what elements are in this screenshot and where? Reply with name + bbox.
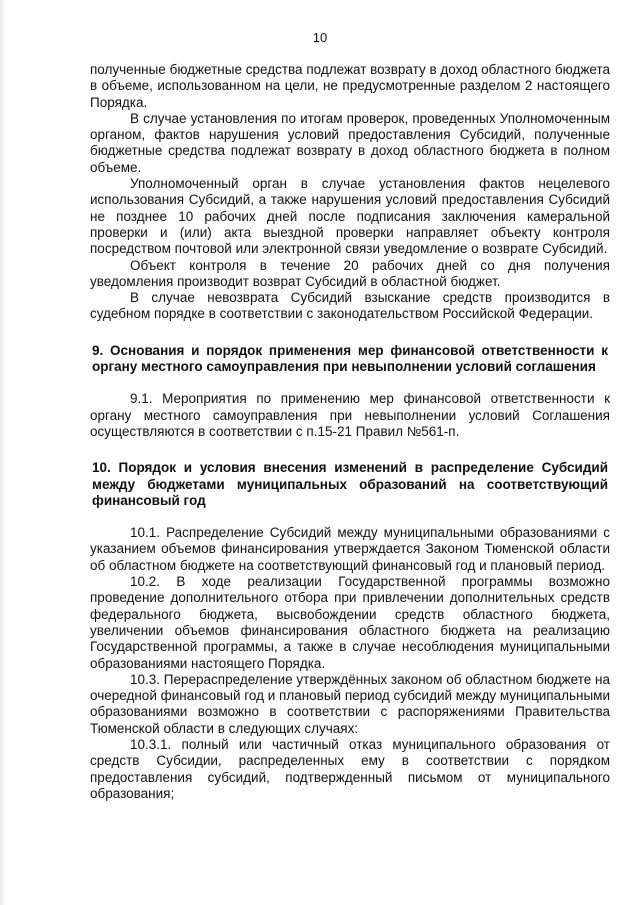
paragraph-10-3: 10.3. Перераспределение утверждённых законом об областном бюджете на очередной финансовый год и плановый период субсидий между муниципальными образованиями возможно в соответствии с распоряжениями Правительства Тюменской области в следующих случаях:: [90, 671, 610, 736]
paragraph-10-3-1: 10.3.1. полный или частичный отказ муниципального образования от средств Субсидии, распределенных ему в соответствии с порядком предоставления субсидий, подтвержденный письмом от муниципального образования;: [90, 736, 610, 801]
paragraph-9-1: 9.1. Мероприятия по применению мер финансовой ответственности к органу местного самоуправления при невыполнении условий Соглашения осуществляются в соответствии с п.15-21 Правил №561-п.: [90, 391, 610, 439]
paragraph-return-deadline: Объект контроля в течение 20 рабочих дней со дня получения уведомления производит возврат Субсидий в областной бюджет.: [90, 257, 610, 289]
paragraph-court-recovery: В случае невозврата Субсидий взыскание средств производится в судебном порядке в соответствии с законодательством Российской Федерации.: [90, 290, 610, 322]
paragraph-violation-return: В случае установления по итогам проверок, проведенных Уполномоченным органом, фактов нарушения условий предоставления Субсидий, полученные бюджетные средства подлежат возврату в доход областного бюджета в полном объеме.: [90, 110, 610, 175]
scan-edge-shadow: [0, 0, 6, 905]
section-9-heading: 9. Основания и порядок применения мер финансовой ответственности к органу местного самоуправления при невыполнении условий соглашения: [92, 342, 608, 375]
paragraph-returned-funds: полученные бюджетные средства подлежат возврату в доход областного бюджета в объеме, использованном на цели, не предусмотренные разделом 2 настоящего Порядка.: [90, 62, 610, 110]
paragraph-10-1: 10.1. Распределение Субсидий между муниципальными образованиями с указанием объемов финансирования утверждается Законом Тюменской области об областном бюджете на соответствующий финансовый год и плановый период.: [90, 525, 610, 573]
document-body: [90, 62, 610, 802]
section-10-heading: 10. Порядок и условия внесения изменений в распределение Субсидий между бюджетами муниципальных образований на соответствующий финансовый год: [92, 460, 608, 508]
paragraph-10-2: 10.2. В ходе реализации Государственной программы возможно проведение дополнительного отбора при привлечении дополнительных средств федерального бюджета, высвобождении средств областного бюджета, увеличении объемов финансирования областного бюджета на реализацию Государственной программы, а также в случае несоблюдения муниципальными образованиями настоящего Порядка.: [90, 574, 610, 671]
paragraph-notification: Уполномоченный орган в случае установления фактов нецелевого использования Субсидий, а также нарушения условий предоставления Субсидий не позднее 10 рабочих дней после подписания заключения камеральной проверки и (или) акта выездной проверки направляет объекту контроля посредством почтовой или электронной связи уведомление о возврате Субсидий.: [90, 176, 610, 257]
page-number: 10: [312, 30, 328, 45]
